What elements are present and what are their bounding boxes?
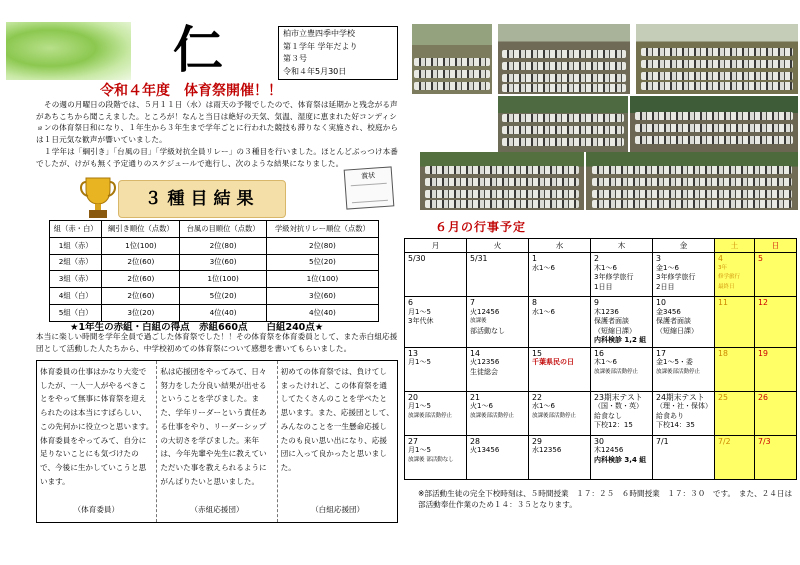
results-header-cell: 学級対抗リレー順位（点数） — [266, 221, 378, 238]
calendar-day-cell — [529, 253, 591, 297]
calendar-event: 千葉県民の日 — [532, 358, 574, 366]
calendar-date: 27 — [408, 436, 418, 446]
calendar-day-cell — [755, 391, 797, 435]
class-photo-6 — [420, 152, 584, 210]
calendar-day-cell — [405, 297, 467, 348]
calendar-week-row — [405, 253, 797, 297]
calendar-weekday-row — [405, 239, 797, 253]
class-photo-2 — [498, 24, 630, 94]
weekday-fri: 金 — [653, 239, 715, 253]
calendar-date: 7/3 — [758, 436, 771, 446]
calendar-day-cell — [467, 347, 529, 391]
calendar-event: 内科検診 3,4 組 — [594, 455, 647, 464]
results-cell: 1位(100) — [102, 237, 180, 254]
results-cell: 2位(80) — [266, 237, 378, 254]
calendar-event: 修学旅行 — [718, 274, 741, 280]
calendar-date: 6 — [408, 298, 413, 307]
calendar-event: 3年代休 — [408, 317, 434, 325]
calendar-day-cell — [529, 297, 591, 348]
calendar-day-cell — [715, 297, 755, 348]
results-row — [50, 271, 379, 288]
calendar-day-cell — [467, 391, 529, 435]
calendar-date: 19 — [758, 348, 768, 358]
calendar-date: 20 — [408, 392, 418, 402]
calendar-date: 7 — [470, 298, 475, 307]
calendar-event: 保護者面談 — [594, 317, 629, 325]
calendar-event: 水12356 — [532, 446, 562, 454]
calendar-event: 金1～5・委 — [656, 358, 693, 366]
calendar-day-cell — [653, 297, 715, 348]
calendar-event: 放課後部活動停止 — [408, 412, 453, 419]
certificate-label: 賞状 — [360, 171, 376, 181]
calendar-event: 木1～6 — [594, 263, 617, 272]
results-cell: 3位(60) — [266, 288, 378, 305]
calendar-day-cell — [529, 391, 591, 435]
calendar-event: 3年 — [718, 264, 727, 271]
school-name: 柏市立豊四季中学校 — [283, 29, 355, 38]
issue-number: 第３号 — [283, 54, 307, 63]
calendar-day-cell — [715, 253, 755, 297]
article-headline: 令和４年度 体育祭開催！！ — [100, 83, 282, 99]
results-cell: 3位(20) — [102, 304, 180, 321]
comment-red-cheer-squad: 私は応援団をやってみて、日々努力をした分良い結果が出せるということを学びました。また、学年リーダーという責任ある仕事をやり、リーダーシップの大切さを学びました。来年は、今年先輩や先生に教えていただいた事を教えられるようにがんばりたいと思いました。 — [156, 361, 276, 522]
calendar-day-cell — [715, 347, 755, 391]
calendar-day-cell — [529, 435, 591, 479]
results-cell: 4位(40) — [180, 304, 267, 321]
calendar-event: 生徒総会 — [470, 367, 498, 376]
calendar-day-cell — [591, 253, 653, 297]
calendar-day-cell — [653, 347, 715, 391]
calendar-date: 1 — [532, 254, 537, 263]
calendar-event: 金1～6 — [656, 263, 679, 272]
calendar-event: 下校12：15 — [594, 421, 633, 429]
weekday-sun: 日 — [755, 239, 797, 253]
leaf-decoration — [6, 22, 131, 80]
calendar-day-cell — [653, 253, 715, 297]
calendar-day-cell — [405, 347, 467, 391]
calendar-date: 24期末テスト — [656, 392, 705, 402]
calendar-date: 7/1 — [656, 436, 669, 446]
calendar-event: 月1～5 — [408, 446, 431, 454]
calendar-day-cell — [405, 391, 467, 435]
calendar-date: 29 — [532, 436, 542, 446]
calendar-event: 木1～6 — [594, 358, 617, 366]
calendar-day-cell — [467, 297, 529, 348]
calendar-date: 10 — [656, 298, 666, 307]
calendar-body — [405, 253, 797, 480]
calendar-date: 7/2 — [718, 436, 731, 446]
weekday-thu: 木 — [591, 239, 653, 253]
calendar-week-row — [405, 347, 797, 391]
calendar-event: 火1～6 — [470, 402, 493, 410]
calendar-date: 21 — [470, 392, 480, 402]
june-calendar — [404, 238, 797, 480]
calendar-event: 2日目 — [656, 282, 675, 291]
comment-sports-committee: 体育委員の仕事はかなり大変でしたが、一人一人がやるべきことをやって無事に体育祭を迎えられたのは本当にすばらしい、この先何かに役立つと思います。体育委員をやってみて、自分に足りないことにも気づけたので、今後に生かしていこうと思います。 — [40, 367, 154, 486]
results-title-banner: ３種目結果 — [118, 180, 286, 218]
weekday-tue: 火 — [467, 239, 529, 253]
calendar-day-cell — [755, 253, 797, 297]
results-row — [50, 288, 379, 305]
calendar-date: 23期末テスト — [594, 392, 643, 402]
calendar-day-cell — [715, 391, 755, 435]
comment-authors — [36, 504, 398, 515]
results-cell: 3位(60) — [180, 254, 267, 271]
results-cell: 2組（赤） — [50, 254, 102, 271]
calendar-event: 月1～5 — [408, 307, 431, 316]
calendar-event: 水1～6 — [532, 307, 555, 316]
weekday-sat: 土 — [715, 239, 755, 253]
calendar-event: 部活動なし — [470, 326, 505, 335]
score-summary: ★1年生の赤組・白組の得点 赤組660点 白組240点★ — [70, 322, 324, 333]
school-info-box — [278, 26, 398, 80]
results-header-cell: 綱引き順位（点数） — [102, 221, 180, 238]
results-table — [49, 220, 379, 322]
calendar-date: 28 — [470, 436, 480, 446]
calendar-date: 16 — [594, 348, 604, 358]
calendar-week-row — [405, 435, 797, 479]
class-photo-3 — [636, 24, 798, 94]
calendar-date: 14 — [470, 348, 480, 358]
calendar-week-row — [405, 391, 797, 435]
calendar-date: 15 — [532, 348, 542, 358]
calendar-day-cell — [591, 297, 653, 348]
calendar-day-cell — [467, 435, 529, 479]
calendar-event: 月1～5 — [408, 358, 431, 366]
class-photo-1 — [412, 24, 492, 94]
comment-author: （赤組応援団） — [190, 505, 244, 514]
calendar-event: 放課後部活動停止 — [594, 368, 639, 375]
results-header-cell: 組（赤・白） — [50, 221, 102, 238]
calendar-event: 火12356 — [470, 358, 500, 366]
calendar-day-cell — [755, 347, 797, 391]
calendar-event: 給食なし — [594, 411, 622, 420]
calendar-day-cell — [755, 435, 797, 479]
results-cell: 2位(80) — [180, 237, 267, 254]
calendar-event: 放課後部活動停止 — [532, 412, 577, 419]
calendar-day-cell — [653, 435, 715, 479]
calendar-day-cell — [529, 347, 591, 391]
results-cell: 5位(20) — [180, 288, 267, 305]
calendar-event: 月1～5 — [408, 402, 431, 410]
class-photo-4 — [498, 96, 628, 152]
calendar-date: 18 — [718, 348, 728, 358]
calendar-event: 水1～6 — [532, 263, 555, 272]
calendar-day-cell — [405, 435, 467, 479]
calendar-day-cell — [467, 253, 529, 297]
results-cell: 1位(100) — [180, 271, 267, 288]
comment-author: （白組応援団） — [311, 505, 365, 514]
club-dismissal-note: ※部活動生徒の完全下校時刻は、５時間授業 １７：２５ ６時間授業 １７：３０ です。 また、２４日は部活動奉仕作業のため１４：３５となります。 — [418, 489, 793, 509]
calendar-date: 22 — [532, 392, 542, 402]
calendar-date: 25 — [718, 392, 728, 402]
results-cell: 5位(20) — [266, 254, 378, 271]
article-paragraph-2: １学年は「綱引き」「台風の目」「学級対抗全員リレー」の３種目を行いました。ほとんどぶっつけ本番でしたが、けがも無く予定通りのスケジュールで進行し、次のような結果になりました。 — [36, 147, 399, 168]
calendar-date: 8 — [532, 298, 537, 307]
calendar-day-cell — [591, 435, 653, 479]
results-cell: 2位(60) — [102, 254, 180, 271]
calendar-day-cell — [653, 391, 715, 435]
calendar-date: 5/30 — [408, 254, 426, 263]
calendar-event: 下校14：35 — [656, 421, 695, 429]
newsletter-name: 第１学年 学年だより — [283, 41, 358, 51]
calendar-day-cell — [591, 347, 653, 391]
calendar-date: 9 — [594, 298, 599, 307]
results-cell: 2位(60) — [102, 271, 180, 288]
certificate-icon — [344, 166, 395, 209]
results-cell: 4位(40) — [266, 304, 378, 321]
calendar-event: 金3456 — [656, 307, 681, 316]
calendar-event: （短縮日課） — [594, 326, 636, 335]
issue-date: 令和４年5月30日 — [283, 66, 347, 76]
calendar-date: 13 — [408, 348, 418, 358]
comment-author: （体育委員） — [73, 505, 120, 514]
results-cell: 1組（赤） — [50, 237, 102, 254]
calendar-date: 17 — [656, 348, 666, 358]
results-cell: 5組（白） — [50, 304, 102, 321]
results-cell: 3組（赤） — [50, 271, 102, 288]
calendar-day-cell — [591, 391, 653, 435]
calendar-event: 最終日 — [718, 283, 735, 290]
calendar-event: （理・社・保体） — [656, 402, 712, 410]
article-paragraph-3: 本当に楽しい時間を学年全員で過ごした体育祭でした！！その体育祭を体育委員として、また赤白組応援団として活動した人たちから、中学校初めての体育祭について感想を書いてもらいました。 — [36, 332, 398, 353]
calendar-event: 1日目 — [594, 282, 613, 291]
calendar-day-cell — [405, 253, 467, 297]
calendar-date: 3 — [656, 254, 661, 263]
calendar-date: 5 — [758, 254, 763, 263]
results-row — [50, 237, 379, 254]
calendar-date: 12 — [758, 298, 768, 307]
comments-box — [36, 360, 398, 523]
calendar-date: 11 — [718, 298, 728, 307]
class-photo-7 — [586, 152, 798, 210]
calendar-event: 放課後 部活動なし — [408, 456, 454, 463]
calendar-day-cell — [715, 435, 755, 479]
calendar-day-cell — [755, 297, 797, 348]
calendar-event: 放課後部活動停止 — [470, 412, 515, 419]
calendar-event: 木1236 — [594, 307, 619, 316]
calendar-event: 火12456 — [470, 307, 500, 316]
comment-white-cheer-squad: 初めての体育祭では、負けてしまったけれど、この体育祭を通してたくさんのことを学べたと思います。また、応援団として、みんなのことを一生懸命応援したのも良い思い出になり、応援団に入って良かったと思いました。 — [277, 361, 397, 522]
calendar-date: 26 — [758, 392, 768, 402]
calendar-date: 5/31 — [470, 254, 488, 263]
results-cell: 2位(60) — [102, 288, 180, 305]
calendar-event: 水1～6 — [532, 402, 555, 410]
calendar-event: 放課後 — [470, 318, 487, 324]
calendar-week-row — [405, 297, 797, 348]
trophy-icon — [78, 174, 118, 220]
article-paragraph-1: その週の月曜日の段階では、５月１１日（水）は雨天の予報でしたので、体育祭は延期かと残念がる声があちこちから聞こえました。ところが！なんと当日は絶好の天気、気温、湿度に恵まれた好コンディションの体育祭日和になり、１年生から３年生まで学年ごとに行われた競技も滞りなく実施され、校庭からは１日元気な歓声が響いていました。 — [36, 100, 399, 144]
calendar-event: 3年修学旅行 — [656, 273, 696, 281]
results-header-cell: 台風の目順位（点数） — [180, 221, 267, 238]
calendar-event: （短縮日課） — [656, 326, 698, 335]
calendar-date: 30 — [594, 436, 604, 446]
calendar-event: 放課後部活動停止 — [656, 368, 701, 375]
calendar-date: 2 — [594, 254, 599, 263]
calendar-event: 3年修学旅行 — [594, 273, 634, 281]
results-cell: 4組（白） — [50, 288, 102, 305]
calendar-event: 保護者面談 — [656, 317, 691, 325]
calendar-date: 4 — [718, 254, 723, 263]
weekday-wed: 水 — [529, 239, 591, 253]
results-row — [50, 254, 379, 271]
weekday-mon: 月 — [405, 239, 467, 253]
newsletter-title: 仁 — [173, 20, 223, 79]
calendar-event: 内科検診 1,2 組 — [594, 336, 647, 344]
schedule-title: ６月の行事予定 — [435, 220, 527, 234]
results-table-body — [50, 237, 379, 321]
results-cell: 1位(100) — [266, 271, 378, 288]
class-photo-5 — [630, 96, 798, 152]
calendar-event: 給食あり — [656, 411, 684, 420]
calendar-event: （国・数・英） — [594, 402, 643, 410]
calendar-event: 木12456 — [594, 446, 624, 454]
results-header-row — [50, 221, 379, 238]
calendar-event: 火13456 — [470, 446, 500, 454]
